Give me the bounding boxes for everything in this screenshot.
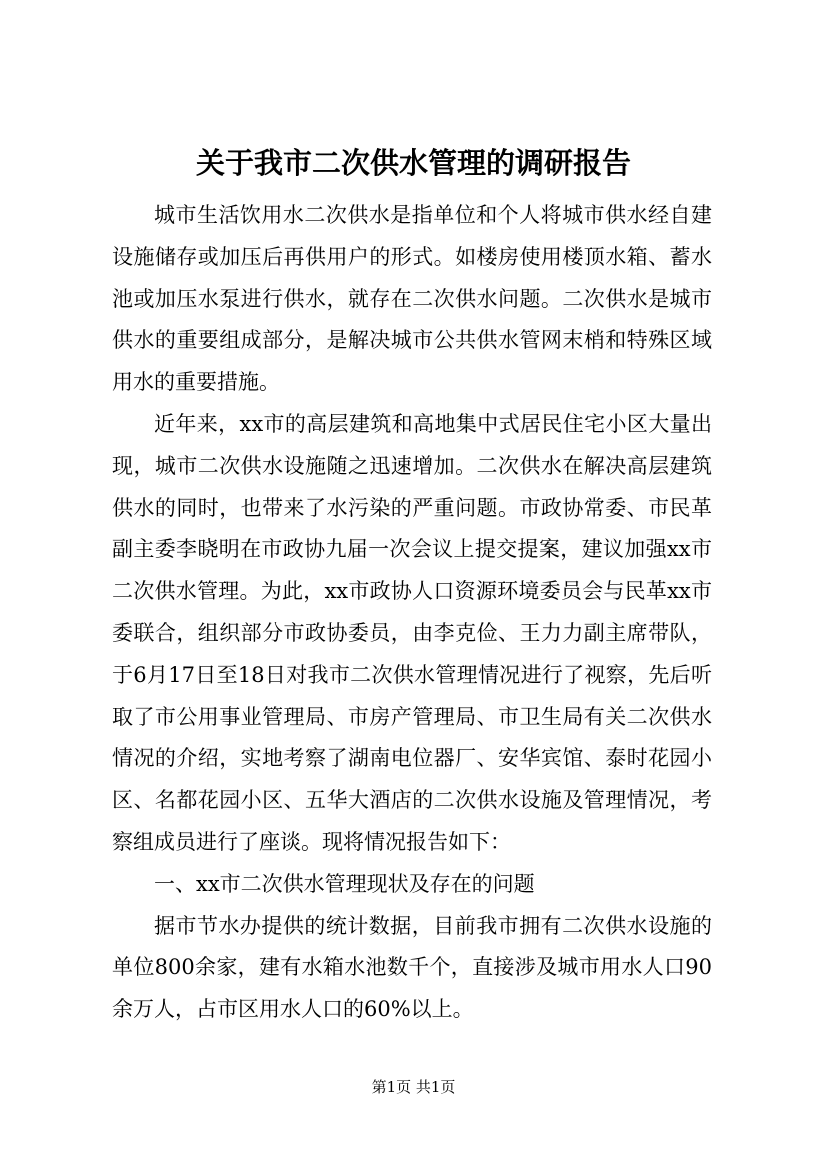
document-body [112, 195, 712, 1031]
document-title: 关于我市二次供水管理的调研报告 [195, 146, 631, 180]
paragraph-background: 近年来，xx市的高层建筑和高地集中式居民住宅小区大量出现，城市二次供水设施随之迅速增加。二次供水在解决高层建筑供水的同时，也带来了水污染的严重问题。市政协常委、市民革副主委李晓明在市政协九届一次会议上提交提案，建议加强xx市二次供水管理。为此，xx市政协人口资源环境委员会与民革xx市委联合，组织部分市政协委员，由李克俭、王力力副主席带队，于6月17日至18日对我市二次供水管理情况进行了视察，先后听取了市公用事业管理局、市房产管理局、市卫生局有关二次供水情况的介绍，实地考察了湖南电位器厂、安华宾馆、泰时花园小区、名都花园小区、五华大酒店的二次供水设施及管理情况，考察组成员进行了座谈。现将情况报告如下： [112, 411, 712, 854]
paragraph-statistics: 据市节水办提供的统计数据，目前我市拥有二次供水设施的单位800余家，建有水箱水池数千个，直接涉及城市用水人口90余万人，占市区用水人口的60%以上。 [112, 913, 712, 1022]
section-heading: 一、xx市二次供水管理现状及存在的问题 [154, 871, 535, 896]
page-number-footer: 第1页 共1页 [371, 1078, 456, 1096]
paragraph-intro: 城市生活饮用水二次供水是指单位和个人将城市供水经自建设施储存或加压后再供用户的形式。如楼房使用楼顶水箱、蓄水池或加压水泵进行供水，就存在二次供水问题。二次供水是城市供水的重要组成部分，是解决城市公共供水管网末梢和特殊区域用水的重要措施。 [112, 203, 712, 395]
